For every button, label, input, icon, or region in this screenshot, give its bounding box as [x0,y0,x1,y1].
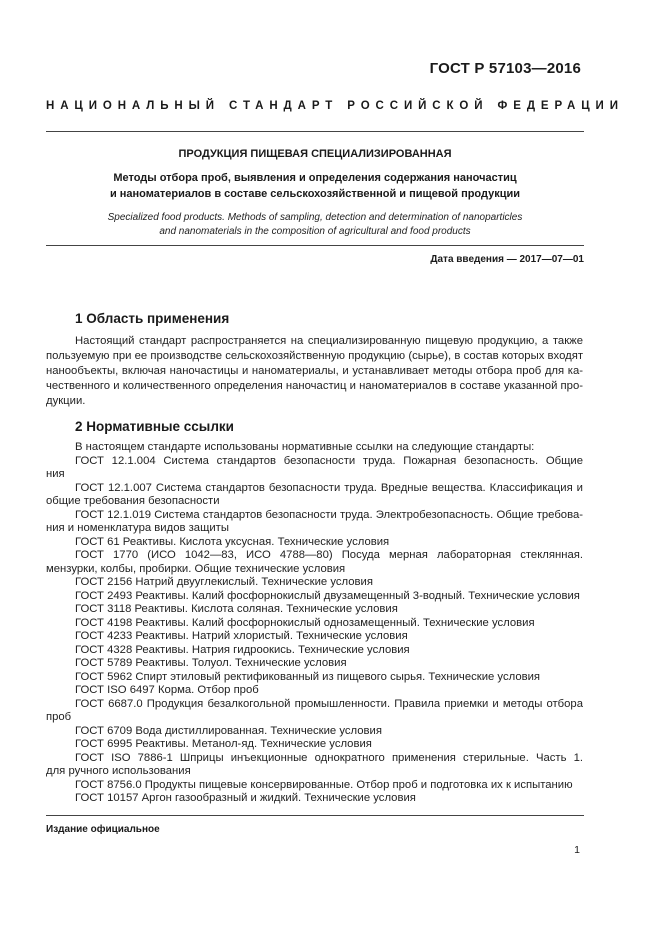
reference-item: ГОСТ 8756.0 Продукты пищевые консервированные. Отбор проб и подготовка их к испытанию [75,778,573,791]
header-divider [46,131,584,132]
reference-item: ГОСТ 5789 Реактивы. Толуол. Технические условия [75,657,347,669]
text-line: нанообъекты, включая наночастицы и наноматериалы, и устанавливает методы отбора проб для ка- [46,365,583,377]
reference-item: ГОСТ ISO 6497 Корма. Отбор проб [75,684,259,696]
page-number: 1 [574,844,580,856]
text-line: чественного и количественного определения наночастиц и наноматериалов в составе указанной про- [46,380,583,392]
reference-item: ГОСТ 2156 Натрий двууглекислый. Технические условия [75,576,373,588]
reference-item: ГОСТ 12.1.004 Система стандартов безопасности труда. Пожарная безопасность. Общие [75,454,583,467]
introduction-date: Дата введения — 2017—07—01 [430,254,584,265]
text-line: мензурки, колбы, пробирки. Общие технические условия [46,562,346,575]
text-line: Настоящий стандарт распространяется на специализированную пищевую продукцию, а также [75,335,583,347]
english-title [46,211,584,239]
text-line: дукции. [46,395,86,407]
reference-item: ГОСТ 6709 Вода дистиллированная. Технические условия [75,724,382,737]
document-title: ПРОДУКЦИЯ ПИЩЕВАЯ СПЕЦИАЛИЗИРОВАННАЯ [178,148,452,160]
reference-item: ГОСТ 3118 Реактивы. Кислота соляная. Технические условия [75,603,398,615]
document-subtitle [46,170,584,202]
reference-item: ГОСТ 6687.0 Продукция безалкогольной промышленности. Правила приемки и методы отбора [75,697,583,710]
reference-item: ГОСТ 2493 Реактивы. Калий фосфорнокислый двузамещенный 3-водный. Технические условия [75,589,580,602]
reference-item: ГОСТ 12.1.007 Система стандартов безопасности труда. Вредные вещества. Классификация и [75,481,583,494]
english-title-line: and nanomaterials in the composition of agricultural and food products [159,226,471,237]
reference-item: ГОСТ 1770 (ИСО 1042—83, ИСО 4788—80) Посуда мерная лабораторная стеклянная. [75,549,583,561]
reference-item: ГОСТ 6995 Реактивы. Метанол-яд. Технические условия [75,738,372,750]
national-standard-banner: НАЦИОНАЛЬНЫЙ СТАНДАРТ РОССИЙСКОЙ ФЕДЕРАЦИИ [46,100,624,112]
reference-item: ГОСТ 10157 Аргон газообразный и жидкий. Технические условия [75,792,416,804]
text-line: ния [46,468,65,480]
text-line: В настоящем стандарте использованы нормативные ссылки на следующие стандарты: [75,441,535,453]
title-divider [46,245,584,246]
text-line: проб [46,711,72,723]
section-2-heading: 2 Нормативные ссылки [75,419,234,434]
document-number: ГОСТ Р 57103—2016 [429,60,581,77]
section-2-body [46,441,583,806]
subtitle-line: и наноматериалов в составе сельскохозяйственной и пищевой продукции [109,188,521,200]
reference-item: ГОСТ 5962 Спирт этиловый ректификованный из пищевого сырья. Технические условия [75,670,541,683]
reference-item: ГОСТ 4328 Реактивы. Натрия гидроокись. Технические условия [75,643,410,656]
subtitle-line: Методы отбора проб, выявления и определения содержания наночастиц [113,172,517,184]
text-line: общие требования безопасности [46,495,220,507]
text-line: пользуемую при ее производстве сельскохозяйственную продукцию (сырье), в состав которых входят [46,350,583,362]
reference-item: ГОСТ 4198 Реактивы. Калий фосфорнокислый однозамещенный. Технические условия [75,616,535,629]
text-line: для ручного использования [46,765,191,777]
reference-item: ГОСТ 12.1.019 Система стандартов безопасности труда. Электробезопасность. Общие требова- [75,508,583,521]
official-edition-label: Издание официальное [46,824,160,835]
text-line: ния и номенклатура видов защиты [46,522,229,534]
section-1-heading: 1 Область применения [75,311,230,326]
english-title-line: Specialized food products. Methods of sampling, detection and determination of nanoparticles [107,212,523,223]
section-1-body [46,334,583,409]
reference-item: ГОСТ ISO 7886-1 Шприцы инъекционные однократного применения стерильные. Часть 1. [75,751,583,764]
footer-divider [46,815,584,816]
reference-item: ГОСТ 61 Реактивы. Кислота уксусная. Технические условия [75,535,390,548]
reference-item: ГОСТ 4233 Реактивы. Натрий хлористый. Технические условия [75,630,408,642]
